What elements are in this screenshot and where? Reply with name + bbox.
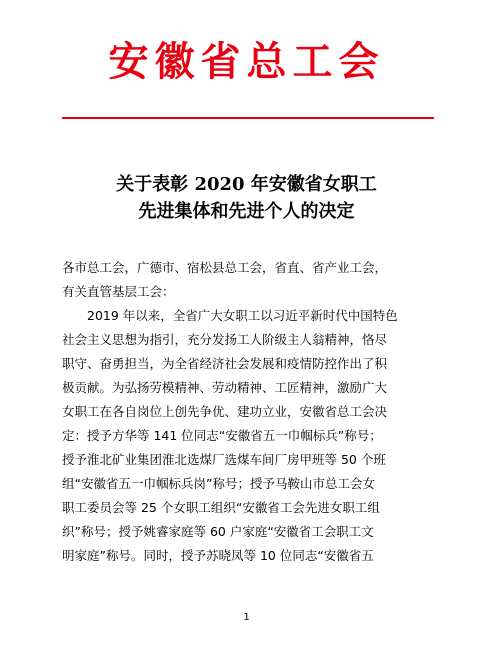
- body-line: 定：授予方华等 141 位同志“安徽省五一巾帼标兵”称号；: [62, 428, 382, 443]
- body-line: 职工委员会等 25 个女职工组织“安徽省工会先进女职工组: [62, 500, 380, 515]
- body-line: 2019 年以来，全省广大女职工以习近平新时代中国特色: [62, 308, 398, 323]
- body-line: 明家庭”称号。同时，授予苏晓凤等 10 位同志“安徽省五: [62, 548, 374, 563]
- letterhead-org-name: 安徽省总工会: [108, 38, 385, 85]
- body-line: 织”称号；授予姚睿家庭等 60 户家庭“安徽省工会职工文: [62, 524, 374, 539]
- body-line: 社会主义思想为指引，充分发扬工人阶级主人翁精神，恪尽: [62, 332, 388, 347]
- body-line: 女职工在各自岗位上创先争优、建功立业，安徽省总工会决: [62, 404, 388, 419]
- body-line: 职守、奋勇担当，为全省经济社会发展和疫情防控作出了积: [62, 356, 388, 371]
- body-line: 各市总工会，广德市、宿松县总工会，省直、省产业工会，: [62, 260, 388, 275]
- document-title-line-2: 先进集体和先进个人的决定: [138, 201, 355, 222]
- body-line: 组“安徽省五一巾帼标兵岗”称号；授予马鞍山市总工会女: [62, 476, 375, 491]
- body-line: 授予淮北矿业集团淮北选煤厂选煤车间厂房甲班等 50 个班: [62, 452, 386, 467]
- page-number: 1: [243, 612, 250, 623]
- document-title-line-1: 关于表彰 2020 年安徽省女职工: [116, 174, 377, 195]
- letterhead-divider: [62, 117, 434, 119]
- body-line: 有关直管基层工会：: [62, 284, 175, 299]
- body-line: 极贡献。为弘扬劳模精神、劳动精神、工匠精神，激励广大: [62, 380, 388, 395]
